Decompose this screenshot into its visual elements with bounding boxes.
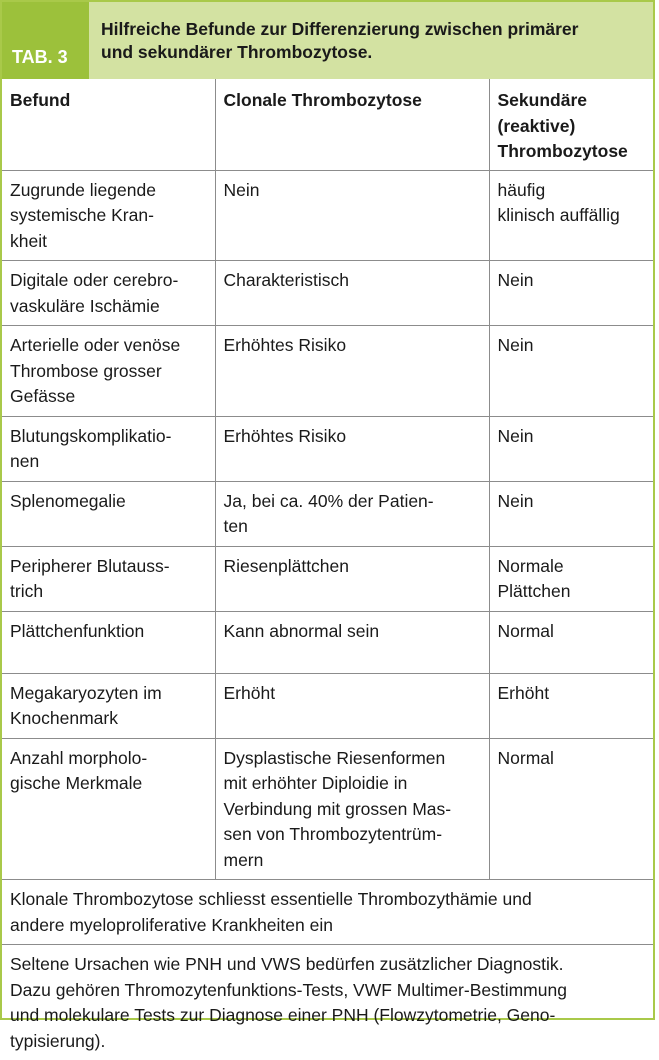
table-row: [2, 738, 653, 880]
table-cell: häufig klinisch auffällig: [489, 170, 653, 261]
table-cell: Ja, bei ca. 40% der Patien- ten: [215, 481, 489, 546]
table-cell: Normal: [489, 738, 653, 880]
table-cell: Splenomegalie: [2, 481, 215, 546]
table-cell: Normale Plättchen: [489, 546, 653, 611]
tab-label: TAB. 3: [2, 2, 89, 79]
column-header: Befund: [2, 79, 215, 170]
table-cell: Megakaryozyten im Knochenmark: [2, 673, 215, 738]
table-cell: Zugrunde liegende systemische Kran- kheit: [2, 170, 215, 261]
table-row: [2, 481, 653, 546]
column-header-row: [2, 79, 653, 170]
table-note-row: [2, 945, 653, 1060]
table-cell: Plättchenfunktion: [2, 611, 215, 673]
table-row: [2, 416, 653, 481]
table-cell: Erhöhtes Risiko: [215, 326, 489, 417]
title-line-1: Hilfreiche Befunde zur Differenzierung zwischen primärer: [101, 18, 643, 41]
table-title: [89, 2, 653, 79]
title-line-2: und sekundärer Thrombozytose.: [101, 41, 643, 64]
table-cell: Erhöht: [215, 673, 489, 738]
table-note-row: [2, 880, 653, 945]
table-cell: Peripherer Blutauss- trich: [2, 546, 215, 611]
table-row: [2, 170, 653, 261]
table-row: [2, 261, 653, 326]
table-cell: Kann abnormal sein: [215, 611, 489, 673]
table-cell: Anzahl morpholo- gische Merkmale: [2, 738, 215, 880]
table-cell: Nein: [489, 261, 653, 326]
table-row: [2, 326, 653, 417]
table-row: [2, 546, 653, 611]
table-cell: Nein: [489, 416, 653, 481]
table-footnote: Klonale Thrombozytose schliesst essentielle Thrombozythämie und andere myeloproliferative Krankheiten ein: [2, 880, 653, 945]
table-cell: Erhöhtes Risiko: [215, 416, 489, 481]
column-header: Sekundäre (reaktive) Thrombozytose: [489, 79, 653, 170]
table-cell: Normal: [489, 611, 653, 673]
comparison-table: [2, 79, 653, 1060]
table-cell: Riesenplättchen: [215, 546, 489, 611]
table-cell: Blutungskomplikatio- nen: [2, 416, 215, 481]
table-cell: Nein: [489, 481, 653, 546]
table-cell: Dysplastische Riesenformen mit erhöhter Diploidie in Verbindung mit grossen Mas- sen von Thrombozytentrüm- mern: [215, 738, 489, 880]
table-row: [2, 673, 653, 738]
table-header: [2, 2, 653, 79]
table-cell: Digitale oder cerebro- vaskuläre Ischämie: [2, 261, 215, 326]
table-row: [2, 611, 653, 673]
table-cell: Nein: [215, 170, 489, 261]
column-header: Clonale Thrombozytose: [215, 79, 489, 170]
table-cell: Charakteristisch: [215, 261, 489, 326]
table-cell: Erhöht: [489, 673, 653, 738]
table-cell: Arterielle oder venöse Thrombose grosser Gefässe: [2, 326, 215, 417]
table-cell: Nein: [489, 326, 653, 417]
table-footnote: Seltene Ursachen wie PNH und VWS bedürfen zusätzlicher Diagnostik. Dazu gehören Thromozytenfunktions-Tests, VWF Multimer-Bestimmung und molekulare Tests zur Diagnose einer PNH (Flowzytometrie, Geno- typisierung).: [2, 945, 653, 1060]
